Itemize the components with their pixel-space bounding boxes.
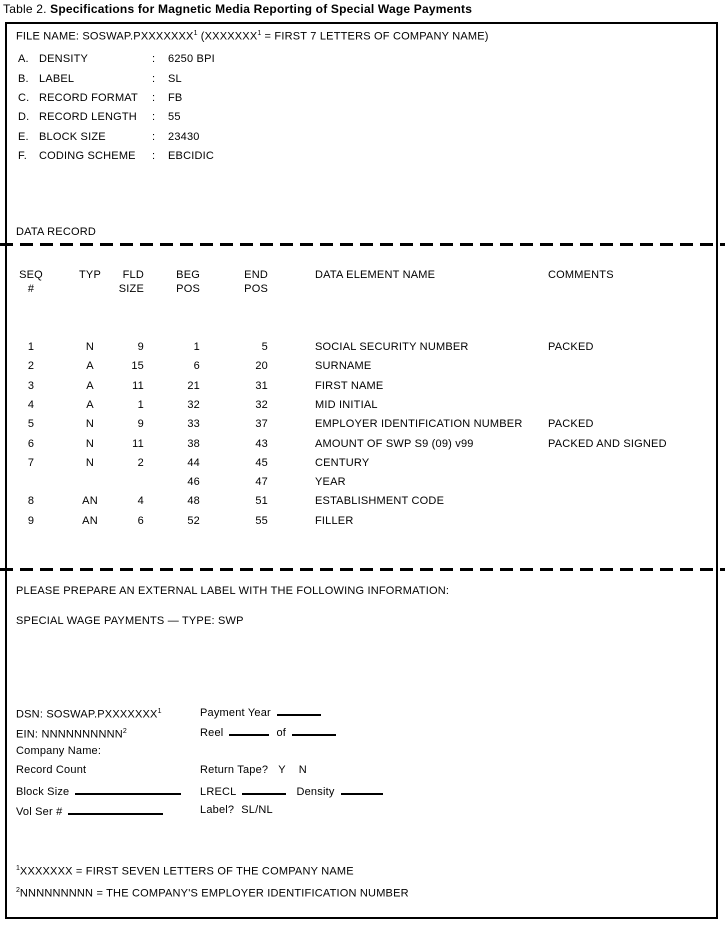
- density-label: Density: [296, 786, 335, 798]
- cell-end-pos: 32: [255, 399, 268, 411]
- table-caption-title: Specifications for Magnetic Media Reporting of Special Wage Payments: [50, 2, 473, 16]
- vol-ser-label: Vol Ser #: [16, 806, 63, 818]
- section-divider-dashed: [0, 243, 725, 246]
- table-row: [0, 495, 725, 508]
- spec-key: A.: [18, 53, 29, 65]
- cell-data-element-name: CENTURY: [315, 457, 370, 469]
- col-header-typ: TYP: [79, 269, 101, 281]
- cell-beg-pos: 38: [187, 438, 200, 450]
- spec-colon: :: [152, 131, 156, 143]
- section-divider-dashed: [0, 568, 725, 571]
- ein-label: EIN: NNNNNNNNNN: [16, 728, 123, 741]
- cell-seq: 1: [27, 341, 35, 353]
- spec-value: 55: [168, 111, 181, 123]
- cell-end-pos: 51: [255, 495, 268, 507]
- cell-seq: 7: [27, 457, 35, 469]
- payment-year-blank: [277, 705, 321, 716]
- cell-typ: A: [86, 360, 94, 372]
- payment-year-label: Payment Year: [200, 707, 271, 719]
- cell-end-pos: 20: [255, 360, 268, 372]
- return-tape-label: Return Tape?: [200, 764, 269, 776]
- ein-line: [16, 725, 127, 742]
- col-header-seq: SEQ #: [19, 269, 43, 295]
- spec-value: SL: [168, 73, 182, 85]
- cell-data-element-name: MID INITIAL: [315, 399, 378, 411]
- cell-typ: N: [85, 457, 95, 469]
- cell-data-element-name: YEAR: [315, 476, 346, 488]
- col-header-end-pos: END POS: [244, 269, 268, 295]
- cell-typ: A: [86, 380, 94, 392]
- cell-end-pos: 43: [255, 438, 268, 450]
- cell-seq: 6: [27, 438, 35, 450]
- cell-beg-pos: 33: [187, 418, 200, 430]
- table-row: [0, 360, 725, 373]
- block-size-line: [16, 784, 181, 799]
- spec-value: EBCIDIC: [168, 150, 215, 162]
- spec-label: DENSITY: [39, 53, 89, 65]
- cell-fld-size: 2: [137, 457, 144, 469]
- table-row: [0, 399, 725, 412]
- cell-data-element-name: AMOUNT OF SWP S9 (09) v99: [315, 438, 474, 450]
- spec-label: RECORD LENGTH: [39, 111, 137, 123]
- cell-seq: 4: [27, 399, 35, 411]
- cell-seq: 5: [27, 418, 35, 430]
- cell-typ: A: [86, 399, 94, 411]
- spec-key: C.: [18, 92, 30, 104]
- cell-fld-size: 6: [137, 515, 144, 527]
- spec-value: FB: [168, 92, 183, 104]
- vol-ser-blank: [68, 804, 163, 815]
- spec-row-block-size: [18, 131, 200, 144]
- label-type-line: [200, 804, 273, 817]
- density-blank: [341, 784, 383, 795]
- cell-comments: PACKED: [548, 341, 594, 353]
- cell-seq: 2: [27, 360, 35, 372]
- cell-typ: AN: [82, 515, 98, 527]
- table-row: [0, 380, 725, 393]
- return-tape-yes-option: Y: [278, 764, 286, 776]
- lrecl-density-line: [200, 784, 383, 799]
- spec-value: 23430: [168, 131, 200, 143]
- cell-fld-size: 11: [132, 380, 144, 392]
- spec-colon: :: [152, 111, 156, 123]
- spec-key: E.: [18, 131, 29, 143]
- footnote-marker-2: 2: [16, 887, 20, 894]
- cell-end-pos: 45: [255, 457, 268, 469]
- spec-row-label: [18, 73, 182, 86]
- cell-beg-pos: 48: [187, 495, 200, 507]
- footnote-ref-2: 2: [122, 728, 127, 735]
- cell-end-pos: 37: [255, 418, 268, 430]
- cell-beg-pos: 52: [187, 515, 200, 527]
- cell-seq: 9: [27, 515, 35, 527]
- cell-typ: AN: [82, 495, 98, 507]
- footnote-ref-1: 1: [193, 30, 198, 37]
- record-count-line: Record Count: [16, 764, 87, 776]
- cell-data-element-name: ESTABLISHMENT CODE: [315, 495, 445, 507]
- col-header-comments: COMMENTS: [548, 269, 614, 281]
- dsn-label: DSN: SOSWAP.PXXXXXXX: [16, 708, 158, 721]
- cell-beg-pos: 32: [187, 399, 200, 411]
- swp-type-line: SPECIAL WAGE PAYMENTS — TYPE: SWP: [16, 615, 244, 627]
- cell-fld-size: 1: [137, 399, 144, 411]
- footnote-2: [16, 884, 409, 901]
- col-header-data-element-name: DATA ELEMENT NAME: [315, 269, 436, 281]
- spec-colon: :: [152, 150, 156, 162]
- vol-ser-line: [16, 804, 163, 819]
- spec-label: BLOCK SIZE: [39, 131, 106, 143]
- footnote-1: [16, 862, 354, 879]
- cell-end-pos: 55: [255, 515, 268, 527]
- table-row: [0, 476, 725, 489]
- spec-key: B.: [18, 73, 29, 85]
- col-header-fld-size: FLD SIZE: [118, 269, 144, 295]
- cell-beg-pos: 6: [193, 360, 200, 372]
- label-options: SL/NL: [241, 804, 273, 816]
- cell-fld-size: 15: [131, 360, 144, 372]
- cell-data-element-name: SOCIAL SECURITY NUMBER: [315, 341, 469, 353]
- cell-beg-pos: 1: [193, 341, 200, 353]
- lrecl-blank: [242, 784, 286, 795]
- spec-row-coding-scheme: [18, 150, 214, 163]
- col-header-beg-pos: BEG POS: [176, 269, 200, 295]
- dsn-line: [16, 705, 161, 722]
- external-label-instruction: PLEASE PREPARE AN EXTERNAL LABEL WITH THE FOLLOWING INFORMATION:: [16, 585, 450, 597]
- file-name-line: [16, 27, 489, 44]
- lrecl-label: LRECL: [200, 786, 237, 798]
- spec-key: F.: [18, 150, 27, 162]
- spec-label: LABEL: [39, 73, 75, 85]
- table-caption: [3, 3, 472, 16]
- spec-row-density: [18, 53, 215, 66]
- label-question: Label?: [200, 804, 235, 816]
- reel-label: Reel: [200, 727, 224, 739]
- reel-of-label: of: [276, 727, 287, 739]
- cell-typ: N: [85, 341, 95, 353]
- footnote-2-text: NNNNNNNNN = THE COMPANY'S EMPLOYER IDENTIFICATION NUMBER: [19, 887, 409, 900]
- footnote-marker-1: 1: [16, 865, 20, 872]
- reel-line: [200, 725, 336, 740]
- cell-fld-size: 11: [132, 438, 144, 450]
- cell-comments: PACKED AND SIGNED: [548, 438, 667, 450]
- spec-colon: :: [152, 92, 156, 104]
- cell-comments: PACKED: [548, 418, 594, 430]
- file-name-note: = FIRST 7 LETTERS OF COMPANY NAME): [261, 30, 489, 43]
- block-size-label: Block Size: [16, 786, 70, 798]
- footnote-ref-1: 1: [257, 30, 262, 37]
- payment-year-line: [200, 705, 321, 720]
- footnote-1-text: XXXXXXX = FIRST SEVEN LETTERS OF THE COMPANY NAME: [19, 865, 354, 878]
- spec-label: CODING SCHEME: [39, 150, 136, 162]
- cell-data-element-name: FIRST NAME: [315, 380, 384, 392]
- company-name-line: Company Name:: [16, 745, 102, 757]
- cell-fld-size: 9: [137, 418, 144, 430]
- cell-data-element-name: EMPLOYER IDENTIFICATION NUMBER: [315, 418, 523, 430]
- spec-colon: :: [152, 73, 156, 85]
- cell-seq: 8: [27, 495, 35, 507]
- table-row: [0, 438, 725, 451]
- cell-typ: N: [85, 438, 95, 450]
- file-name-paren: (XXXXXXX: [197, 30, 258, 43]
- file-name-text: FILE NAME: SOSWAP.PXXXXXXX: [16, 30, 194, 43]
- cell-seq: 3: [27, 380, 35, 392]
- cell-beg-pos: 46: [187, 476, 200, 488]
- table-row: [0, 457, 725, 470]
- cell-typ: N: [85, 418, 95, 430]
- cell-beg-pos: 21: [187, 380, 200, 392]
- spec-label: RECORD FORMAT: [39, 92, 138, 104]
- cell-fld-size: 9: [137, 341, 144, 353]
- cell-fld-size: 4: [137, 495, 144, 507]
- spec-row-record-format: [18, 92, 182, 105]
- cell-end-pos: 5: [261, 341, 268, 353]
- cell-end-pos: 47: [255, 476, 268, 488]
- table-row: [0, 515, 725, 528]
- block-size-blank: [75, 784, 181, 795]
- spec-key: D.: [18, 111, 30, 123]
- data-record-label: DATA RECORD: [16, 226, 97, 238]
- table-row: [0, 341, 725, 354]
- cell-beg-pos: 44: [187, 457, 200, 469]
- cell-end-pos: 31: [255, 380, 268, 392]
- table-row: [0, 418, 725, 431]
- table-caption-prefix: Table 2.: [3, 2, 51, 16]
- reel-total-blank: [292, 725, 336, 736]
- return-tape-line: [200, 764, 307, 777]
- cell-data-element-name: FILLER: [315, 515, 354, 527]
- spec-value: 6250 BPI: [168, 53, 215, 65]
- reel-number-blank: [229, 725, 269, 736]
- table-header-row: [0, 268, 725, 296]
- spec-colon: :: [152, 53, 156, 65]
- spec-row-record-length: [18, 111, 181, 124]
- return-tape-no-option: N: [298, 764, 307, 776]
- cell-data-element-name: SURNAME: [315, 360, 372, 372]
- footnote-ref-1: 1: [157, 708, 162, 715]
